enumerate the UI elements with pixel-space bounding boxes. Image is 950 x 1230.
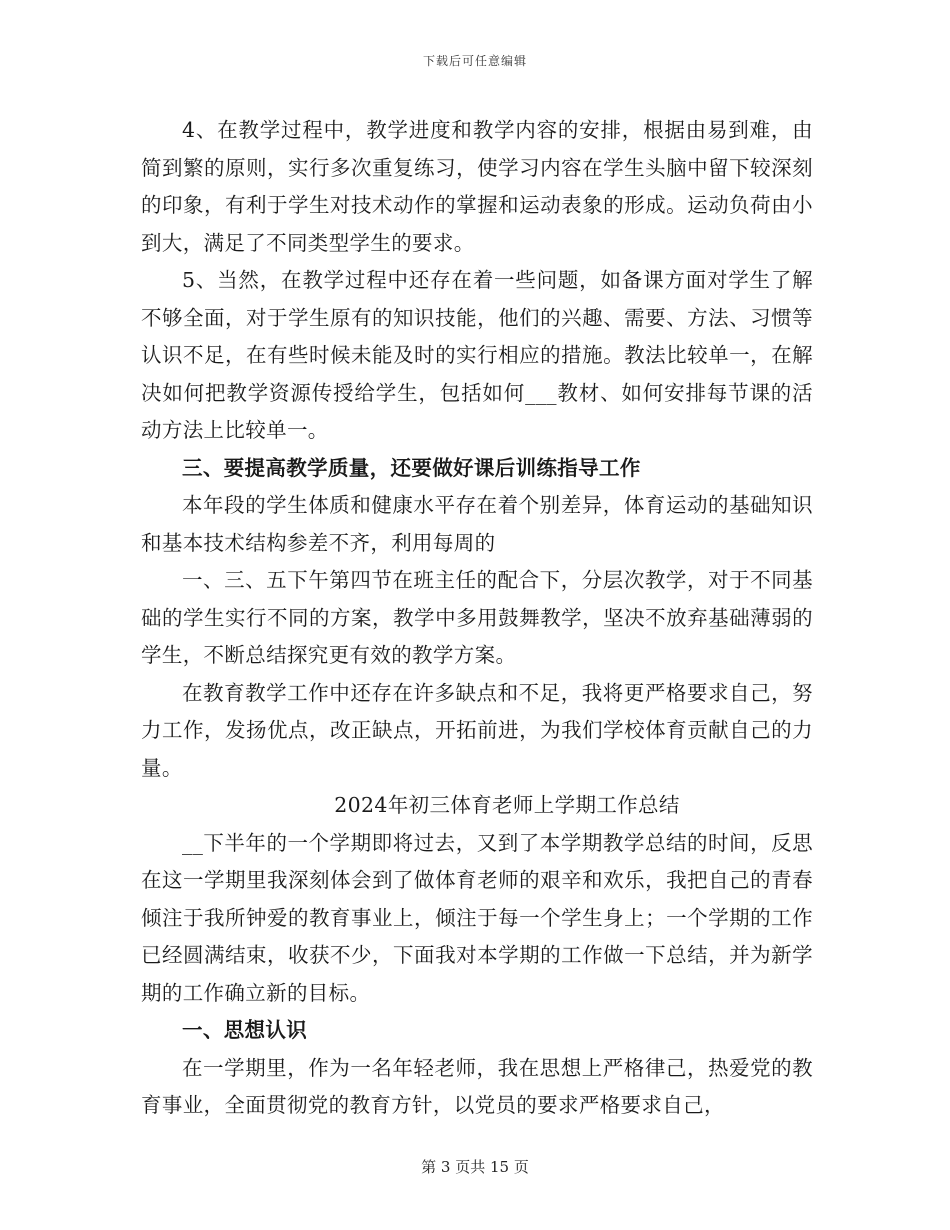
page-header: 下载后可任意编辑 xyxy=(422,54,527,68)
paragraph-intro: __下半年的一个学期即将过去，又到了本学期教学总结的时间，反思在这一学期里我深刻体会到了做体育老师的艰辛和欢乐，我把自己的青春倾注于我所钟爱的教育事业上，倾注于每一个学生身上；一个学期的工作已经圆满结束，收获不少，下面我对本学期的工作做一下总结，并为新学期的工作确立新的目标。 xyxy=(141,830,813,1005)
paragraph-training: 本年段的学生体质和健康水平存在着个别差异，体育运动的基础知识和基本技术结构参差不齐，利用每周的 xyxy=(141,493,813,555)
paragraph-ideology: 在一学期里，作为一名年轻老师，我在思想上严格律己，热爱党的教育事业，全面贯彻党的教育方针，以党员的要求严格要求自己， xyxy=(141,1055,813,1117)
document-title: 2024年初三体育老师上学期工作总结 xyxy=(334,793,680,817)
paragraph-conclusion: 在教育教学工作中还存在许多缺点和不足，我将更严格要求自己，努力工作，发扬优点，改正缺点，开拓前进，为我们学校体育贡献自己的力量。 xyxy=(141,680,813,780)
section-heading-3: 三、要提高教学质量，还要做好课后训练指导工作 xyxy=(182,455,641,480)
paragraph-layered-teaching: 一、三、五下午第四节在班主任的配合下，分层次教学，对于不同基础的学生实行不同的方案，教学中多用鼓舞教学，坚决不放弃基础薄弱的学生，不断总结探究更有效的教学方案。 xyxy=(141,568,813,667)
paragraph-4: 4、在教学过程中，教学进度和教学内容的安排，根据由易到难，由简到繁的原则，实行多次重复练习，使学习内容在学生头脑中留下较深刻的印象，有利于学生对技术动作的掌握和运动表象的形成。运动负荷由小到大，满足了不同类型学生的要求。 xyxy=(141,118,813,255)
page-footer: 第 3 页共 15 页 xyxy=(421,1158,529,1176)
section-heading-1: 一、思想认识 xyxy=(182,1018,308,1042)
paragraph-5: 5、当然，在教学过程中还存在着一些问题，如备课方面对学生了解不够全面，对于学生原有的知识技能，他们的兴趣、需要、方法、习惯等认识不足，在有些时候未能及时的实行相应的措施。教法比较单一，在解决如何把教学资源传授给学生，包括如何___教材、如何安排每节课的活动方法上比较单一。 xyxy=(141,268,813,442)
document-body xyxy=(141,112,813,1125)
